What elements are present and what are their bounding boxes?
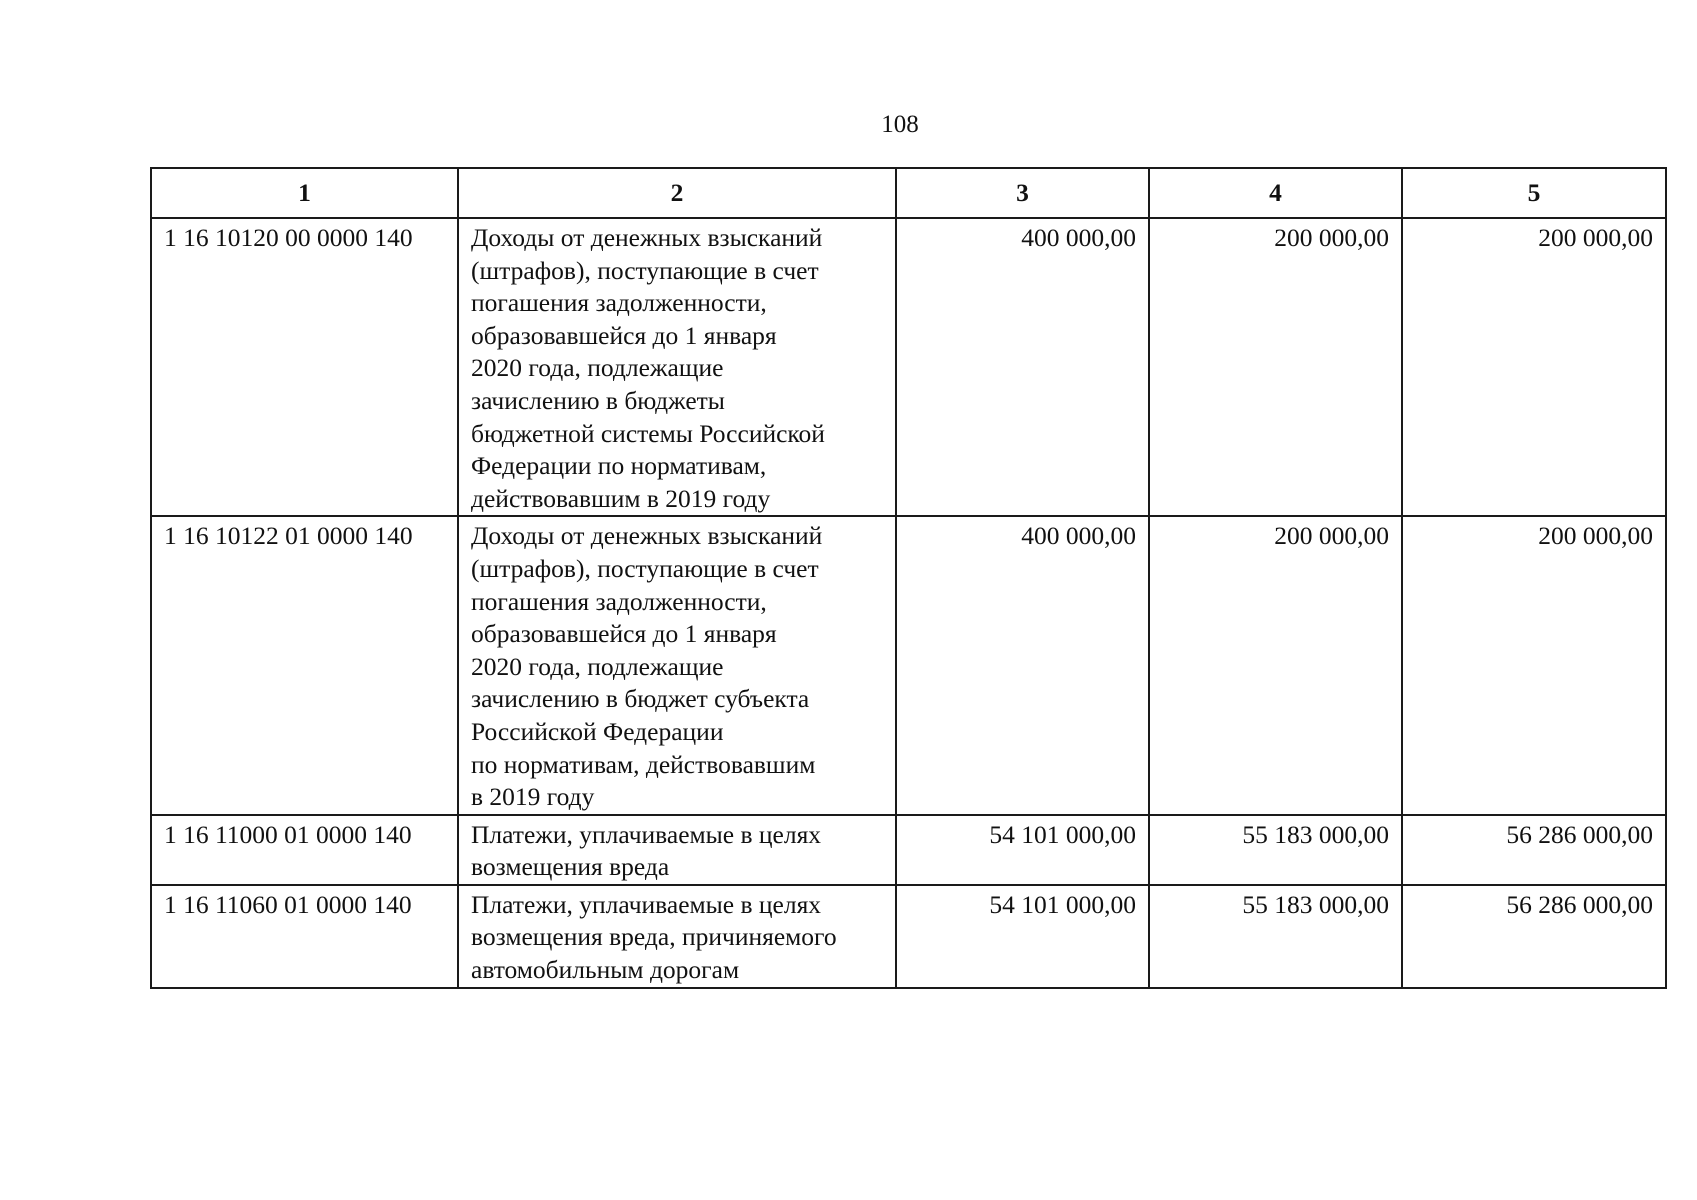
header-col-1: 1 bbox=[151, 168, 458, 218]
budget-code-cell: 1 16 11060 01 0000 140 bbox=[151, 885, 458, 988]
table-row bbox=[151, 885, 1666, 988]
budget-code-cell: 1 16 10120 00 0000 140 bbox=[151, 218, 458, 516]
description-line: автомобильным дорогам bbox=[471, 955, 740, 985]
amount-col-4: 55 183 000,00 bbox=[1149, 885, 1402, 988]
budget-revenue-table bbox=[150, 167, 1667, 989]
amount-col-3: 400 000,00 bbox=[896, 218, 1149, 516]
table-row bbox=[151, 815, 1666, 885]
header-col-4: 4 bbox=[1149, 168, 1402, 218]
amount-col-5: 56 286 000,00 bbox=[1402, 815, 1666, 885]
description-line: погашения задолженности, bbox=[471, 586, 767, 616]
description-line: образовавшейся до 1 января bbox=[471, 320, 777, 350]
amount-col-4: 55 183 000,00 bbox=[1149, 815, 1402, 885]
description-cell bbox=[458, 516, 896, 814]
description-line: Платежи, уплачиваемые в целях bbox=[471, 889, 822, 919]
table-row bbox=[151, 218, 1666, 516]
amount-col-3: 54 101 000,00 bbox=[896, 885, 1149, 988]
description-line: Федерации по нормативам, bbox=[471, 451, 767, 481]
description-line: погашения задолженности, bbox=[471, 288, 767, 318]
description-line: 2020 года, подлежащие bbox=[471, 353, 724, 383]
description-line: возмещения вреда bbox=[471, 852, 670, 882]
header-col-3: 3 bbox=[896, 168, 1149, 218]
amount-col-4: 200 000,00 bbox=[1149, 218, 1402, 516]
description-cell bbox=[458, 218, 896, 516]
amount-col-5: 200 000,00 bbox=[1402, 516, 1666, 814]
description-line: зачислению в бюджет субъекта bbox=[471, 684, 810, 714]
description-line: образовавшейся до 1 января bbox=[471, 619, 777, 649]
amount-col-3: 54 101 000,00 bbox=[896, 815, 1149, 885]
amount-col-3: 400 000,00 bbox=[896, 516, 1149, 814]
page-number: 108 bbox=[881, 111, 919, 138]
description-line: по нормативам, действовавшим bbox=[471, 749, 816, 779]
description-line: возмещения вреда, причиняемого bbox=[471, 922, 837, 952]
amount-col-5: 200 000,00 bbox=[1402, 218, 1666, 516]
header-row bbox=[151, 168, 1666, 218]
description-line: в 2019 году bbox=[471, 782, 595, 812]
description-line: (штрафов), поступающие в счет bbox=[471, 255, 819, 285]
table-row bbox=[151, 516, 1666, 814]
budget-code-cell: 1 16 10122 01 0000 140 bbox=[151, 516, 458, 814]
description-cell bbox=[458, 815, 896, 885]
header-col-2: 2 bbox=[458, 168, 896, 218]
description-line: Платежи, уплачиваемые в целях bbox=[471, 819, 822, 849]
description-line: 2020 года, подлежащие bbox=[471, 651, 724, 681]
description-line: Доходы от денежных взысканий bbox=[471, 521, 823, 551]
header-col-5: 5 bbox=[1402, 168, 1666, 218]
description-line: бюджетной системы Российской bbox=[471, 418, 825, 448]
budget-code-cell: 1 16 11000 01 0000 140 bbox=[151, 815, 458, 885]
description-line: Российской Федерации bbox=[471, 716, 724, 746]
amount-col-4: 200 000,00 bbox=[1149, 516, 1402, 814]
description-line: зачислению в бюджеты bbox=[471, 385, 725, 415]
description-line: действовавшим в 2019 году bbox=[471, 483, 771, 513]
description-line: (штрафов), поступающие в счет bbox=[471, 553, 819, 583]
description-line: Доходы от денежных взысканий bbox=[471, 223, 823, 252]
amount-col-5: 56 286 000,00 bbox=[1402, 885, 1666, 988]
description-cell bbox=[458, 885, 896, 988]
